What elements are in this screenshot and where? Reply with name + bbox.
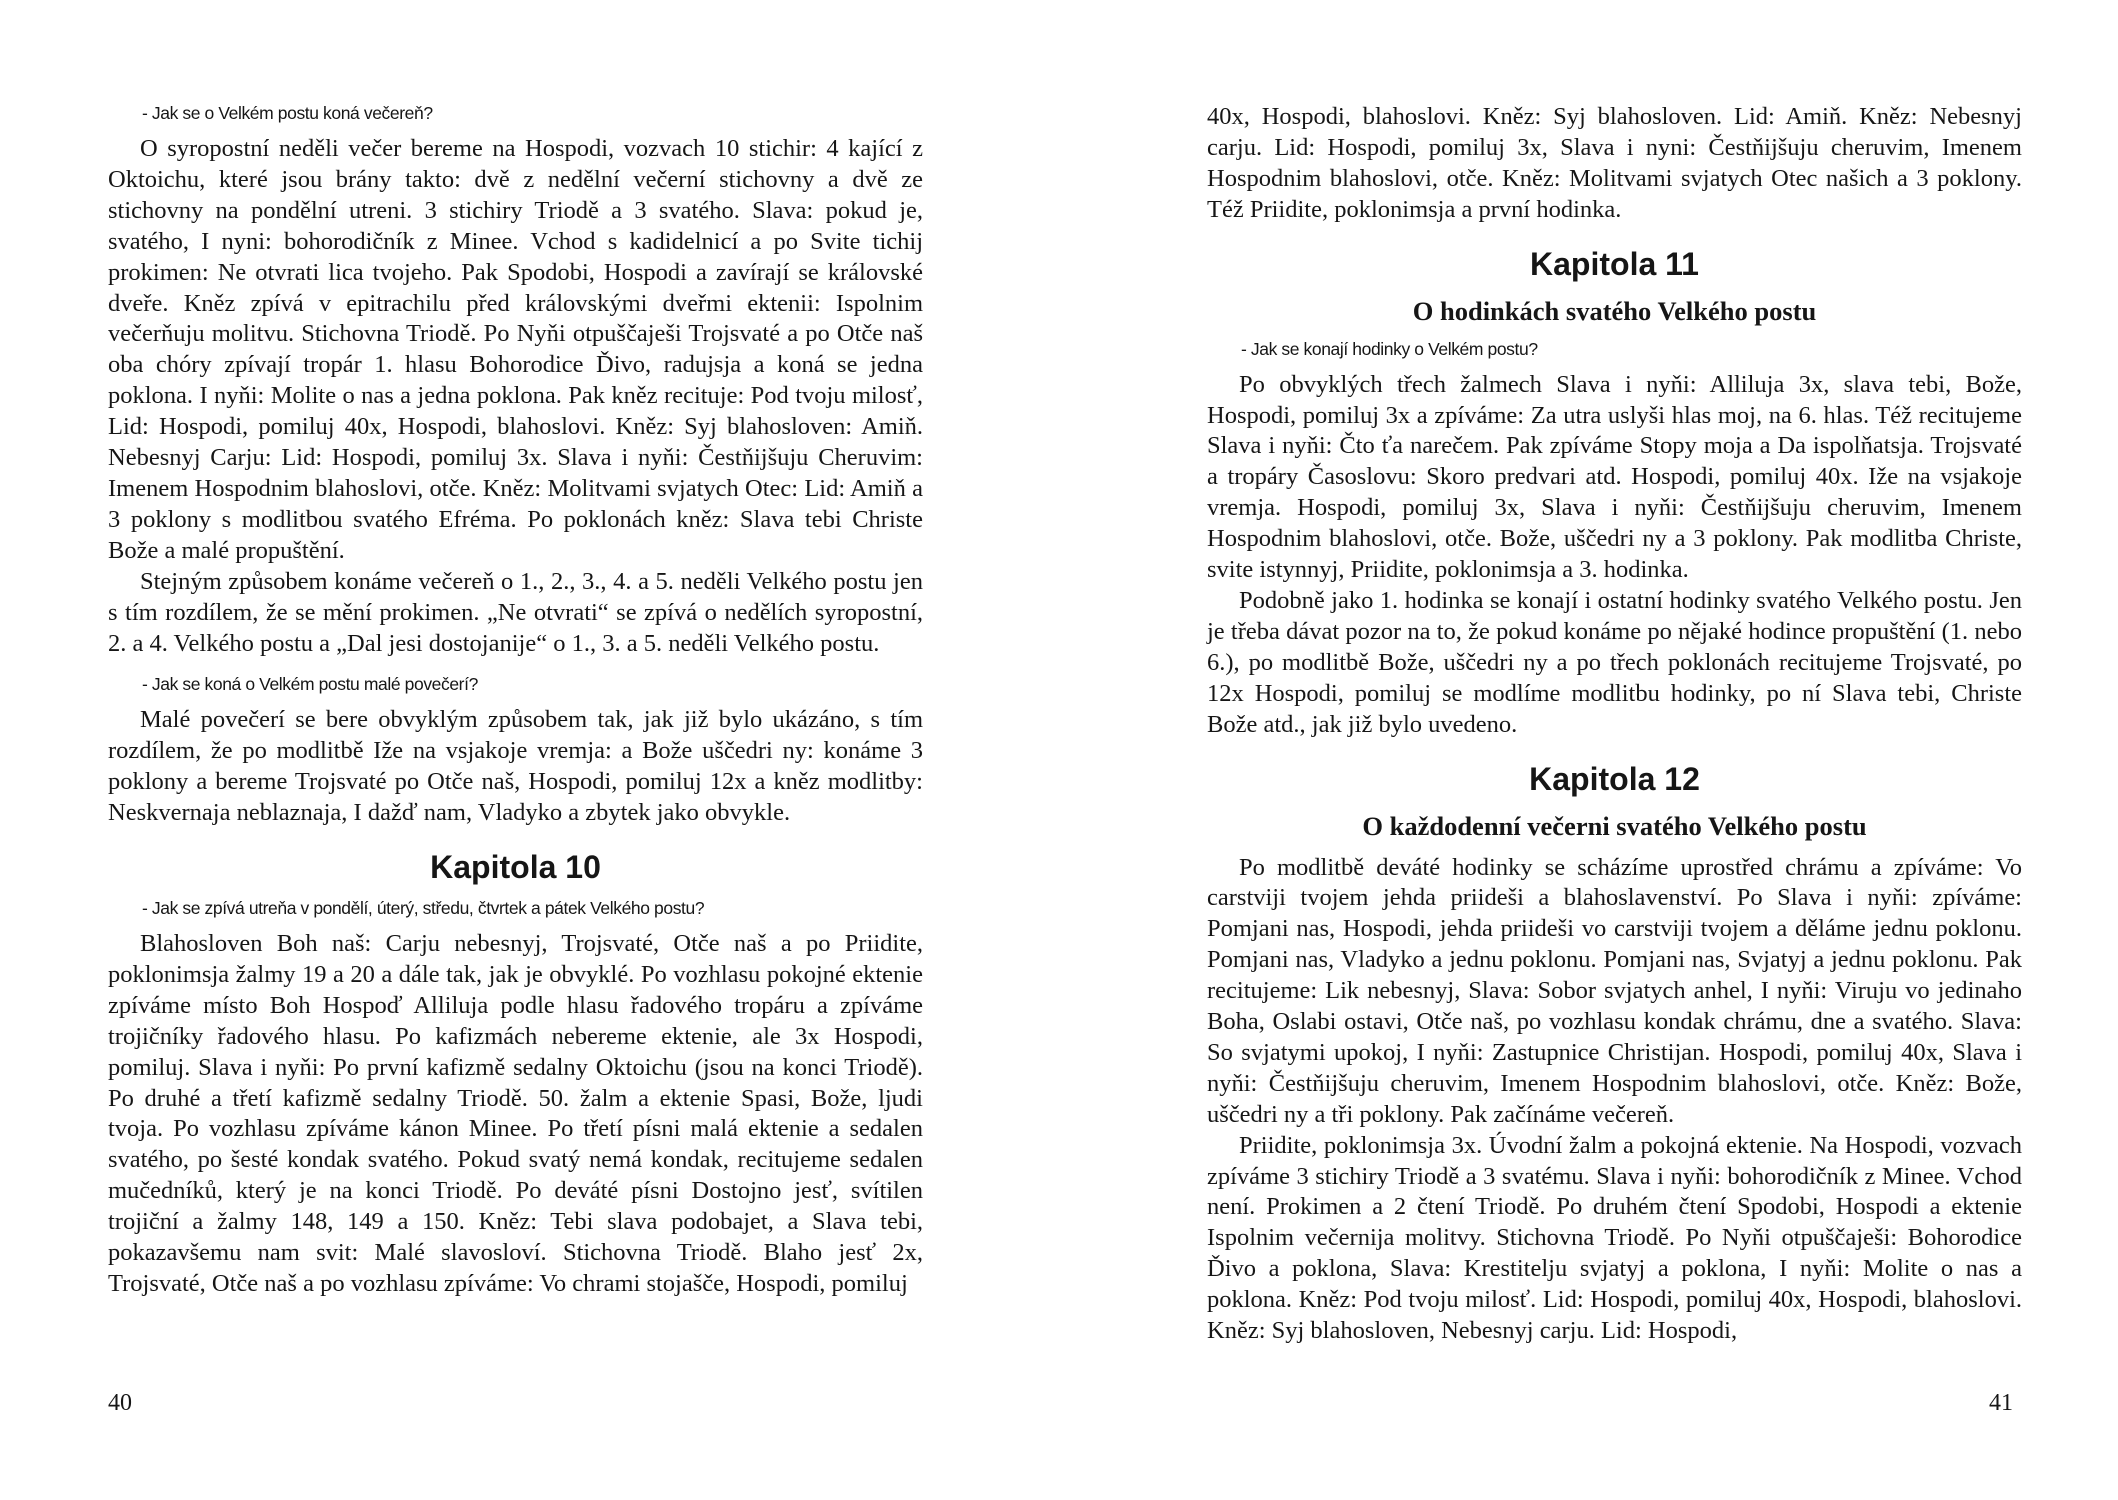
question-male-poveceri: - Jak se koná o Velkém postu malé povečerí? xyxy=(142,674,478,695)
chapter-12-subtitle: O každodenní večerni svatého Velkého postu xyxy=(1362,810,1867,841)
question-vecerne: - Jak se o Velkém postu koná večereň? xyxy=(142,103,433,123)
paragraph-blahosloven-boh: Blahosloven Boh naš: Carju nebesnyj, Trojsvaté, Otče naš a po Priidite, poklonimsja žalmy 19 a 20 a dále tak, jak je obvyklé. Po vozhlasu pokojné ektenie zpíváme místo Boh Hospoď Alliluja podle hlasu řadového tropáru a zpíváme trojičníky řadového hlasu. Po kafizmách nebereme ektenie, ale 3x Hospodi, pomiluj. Slava i nyňi: Po první kafizmě sedalny Oktoichu (jsou na konci Triodě). Po druhé a třetí kafizmě sedalny Triodě. 50. žalm a ektenie Spasi, Bože, ljudi tvoja. Po vozhlasu zpíváme kánon Minee. Po třetí písni malá ektenie a sedalen svatého, po šesté kondak svatého. Pokud svatý nemá kondak, recitujeme sedalen mučedníků, který je na konci Triodě. Po deváté písni Dostojno jesť, svítilen trojiční a žalmy 148, 149 a 150. Kněz: Tebi slava podobajet, a Slava tebi, pokazavšemu nam svit: Malé slavosloví. Stichovna Triodě. Blaho jesť 2x, Trojsvaté, Otče naš a po vozhlasu zpíváme: Vo chrami stojašče, Hospodi, pomiluj xyxy=(108,930,923,1297)
right-page xyxy=(1059,0,2118,1500)
paragraph-male-poveceri: Malé povečerí se bere obvyklým způsobem tak, jak již bylo ukázáno, s tím rozdílem, že po modlitbě Iže na vsjakoje vremja: a Bože uščedri ny: konáme 3 poklony a bereme Trojsvaté po Otče naš, Hospodi, pomiluj 12x a kněz modlitby: Neskvernaja neblaznaja, I dažď nam, Vladyko a zbytek jako obvykle. xyxy=(108,706,923,827)
question-hodinky: - Jak se konají hodinky o Velkém postu? xyxy=(1241,338,1538,359)
paragraph-continuation: 40x, Hospodi, blahoslovi. Kněz: Syj blahosloven. Lid: Amiň. Kněz: Nebesnyj carju. Lid: Hospodi, pomiluj 3x, Slava i nyni: Čestňijšuju cheruvim, Imenem Hospodnim blahoslovi, otče. Kněz: Molitvami svjatych Otec našich a 3 poklony. Též Priidite, poklonimsja a první hodinka. xyxy=(1207,103,2022,223)
paragraph-priidite: Priidite, poklonimsja 3x. Úvodní žalm a pokojná ektenie. Na Hospodi, vozvach zpíváme 3 stichiry Triodě a 3 svatému. Slava i nyňi: bohorodičník z Minee. Vchod není. Prokimen a 2 čtení Triodě. Po druhém čtení Spodobi, Hospodi a ektenie Ispolnim večernija molitvy. Stichovna Triodě. Po Nyňi otpuščaješi: Bohorodice Ďivo a poklona, Slava: Krestitelju svjatyj a poklona, I nyňi: Molite o nas a poklona. Kněz: Pod tvoju milosť. Lid: Hospodi, pomiluj 40x, Hospodi, blahoslovi. Kněz: Syj blahosloven, Nebesnyj carju. Lid: Hospodi, xyxy=(1207,1131,2022,1345)
page-number-right: 41 xyxy=(1989,1390,2013,1416)
paragraph-podobne-jako: Podobně jako 1. hodinka se konají i ostatní hodinky svatého Velkého postu. Jen je třeba dávat pozor na to, že pokud konáme po nějaké hodince propuštění (1. nebo 6.), po modlitbě Bože, uščedri ny a po třech poklonách recitujeme Trojsvaté, po 12x Hospodi, pomiluj se modlíme modlitbu hodinky, po ní Slava tebi, Christe Bože atd., jak již bylo uvedeno. xyxy=(1207,586,2022,738)
page-number-left: 40 xyxy=(108,1390,132,1416)
paragraph-syropostni-nedele: O syropostní neděli večer bereme na Hospodi, vozvach 10 stichir: 4 kající z Oktoichu, které jsou brány takto: dvě z nedělní večerní stichovny a dvě ze stichovny na pondělní utreni. 3 stichiry Triodě a 3 svatého. Slava: pokud je, svatého, I nyni: bohorodičník z Minee. Vchod s kadidelnicí a po Svite tichij prokimen: Ne otvrati lica tvojeho. Pak Spodobi, Hospodi a zavírají se královské dveře. Kněz zpívá v epitrachilu před královskými dveřmi ektenii: Ispolnim večerňuju molitvu. Stichovna Triodě. Po Nyňi otpuščaješi Trojsvaté a po Otče naš oba chóry zpívají tropár 1. hlasu Bohorodice Ďivo, radujsja a koná se jedna poklona. I nyňi: Molite o nas a jedna poklona. Pak kněz recituje: Pod tvoju milosť, Lid: Hospodi, pomiluj 40x, Hospodi, blahoslovi. Kněz: Syj blahosloven: Amiň. Nebesnyj Carju: Lid: Hospodi, pomiluj 3x. Slava i nyňi: Čestňijšuju Cheruvim: Imenem Hospodnim blahoslovi, otče. Kněz: Molitvami svjatych Otec: Lid: Amiň a 3 poklony s modlitbou svatého Efréma. Po poklonách kněz: Slava tebi Christe Bože a malé propuštění. xyxy=(108,135,923,564)
chapter-11-subtitle: O hodinkách svatého Velkého postu xyxy=(1412,295,1817,326)
paragraph-po-modlitbe: Po modlitbě deváté hodinky se scházíme uprostřed chrámu a zpíváme: Vo carstviji tvojem jehda priideši a blahoslavenství. Po Slava i nyňi: zpíváme: Pomjani nas, Hospodi, jehda priideši vo carstviji tvojem a děláme jednu poklonu. Pomjani nas, Vladyko a jednu poklonu. Pomjani nas, Svjatyj a jednu poklonu. Pak recitujeme: Lik nebesnyj, Slava: Sobor svjatych anhel, I nyňi: Viruju vo jedinaho Boha, Oslabi ostavi, Otče naš, po vozhlasu kondak chrámu, dne a svatého. Slava: So svjatymi upokoj, I nyňi: Zastupnice Christijan. Hospodi, pomiluj 40x, Slava i nyňi: Čestňijšuju cheruvim, Imenem Hospodnim blahoslovi, otče. Kněz: Bože, uščedri ny a tři poklony. Pak začínáme večereň. xyxy=(1207,853,2022,1128)
paragraph-stejnym-zpusobem: Stejným způsobem konáme večereň o 1., 2., 3., 4. a 5. neděli Velkého postu jen s tím rozdílem, že se mění prokimen. „Ne otvrati“ se zpívá o nedělích syropostní, 2. a 4. Velkého postu a „Dal jesi dostojanije“ o 1., 3. a 5. neděli Velkého postu. xyxy=(108,567,923,657)
chapter-10-title: Kapitola 10 xyxy=(430,849,601,886)
question-utrena: - Jak se zpívá utreňa v pondělí, úterý, středu, čtvrtek a pátek Velkého postu? xyxy=(142,898,705,919)
right-text-column xyxy=(1207,102,2022,1347)
chapter-11-title: Kapitola 11 xyxy=(1530,245,1699,282)
chapter-12-title: Kapitola 12 xyxy=(1529,760,1700,797)
left-text-column xyxy=(108,102,923,1300)
paragraph-obvyklych-trech-zalmech: Po obvyklých třech žalmech Slava i nyňi: Alliluja 3x, slava tebi, Bože, Hospodi, pomiluj 3x a zpíváme: Za utra uslyši hlas moj, na 6. hlas. Též recitujeme Slava i nyňi: Čto ťa narečem. Pak zpíváme Stopy moja a Da ispolňatsja. Trojsvaté a tropáry Časoslovu: Skoro predvari atd. Hospodi, pomiluj 40x. Iže na vsjakoje vremja. Hospodi, pomiluj 3x, Slava i nyňi: Čestňijšuju cheruvim, Imenem Hospodnim blahoslovi, otče. Bože, uščedri ny a 3 poklony. Pak modlitba Christe, svite istynnyj, Priidite, poklonimsja a 3. hodinka. xyxy=(1207,370,2022,584)
